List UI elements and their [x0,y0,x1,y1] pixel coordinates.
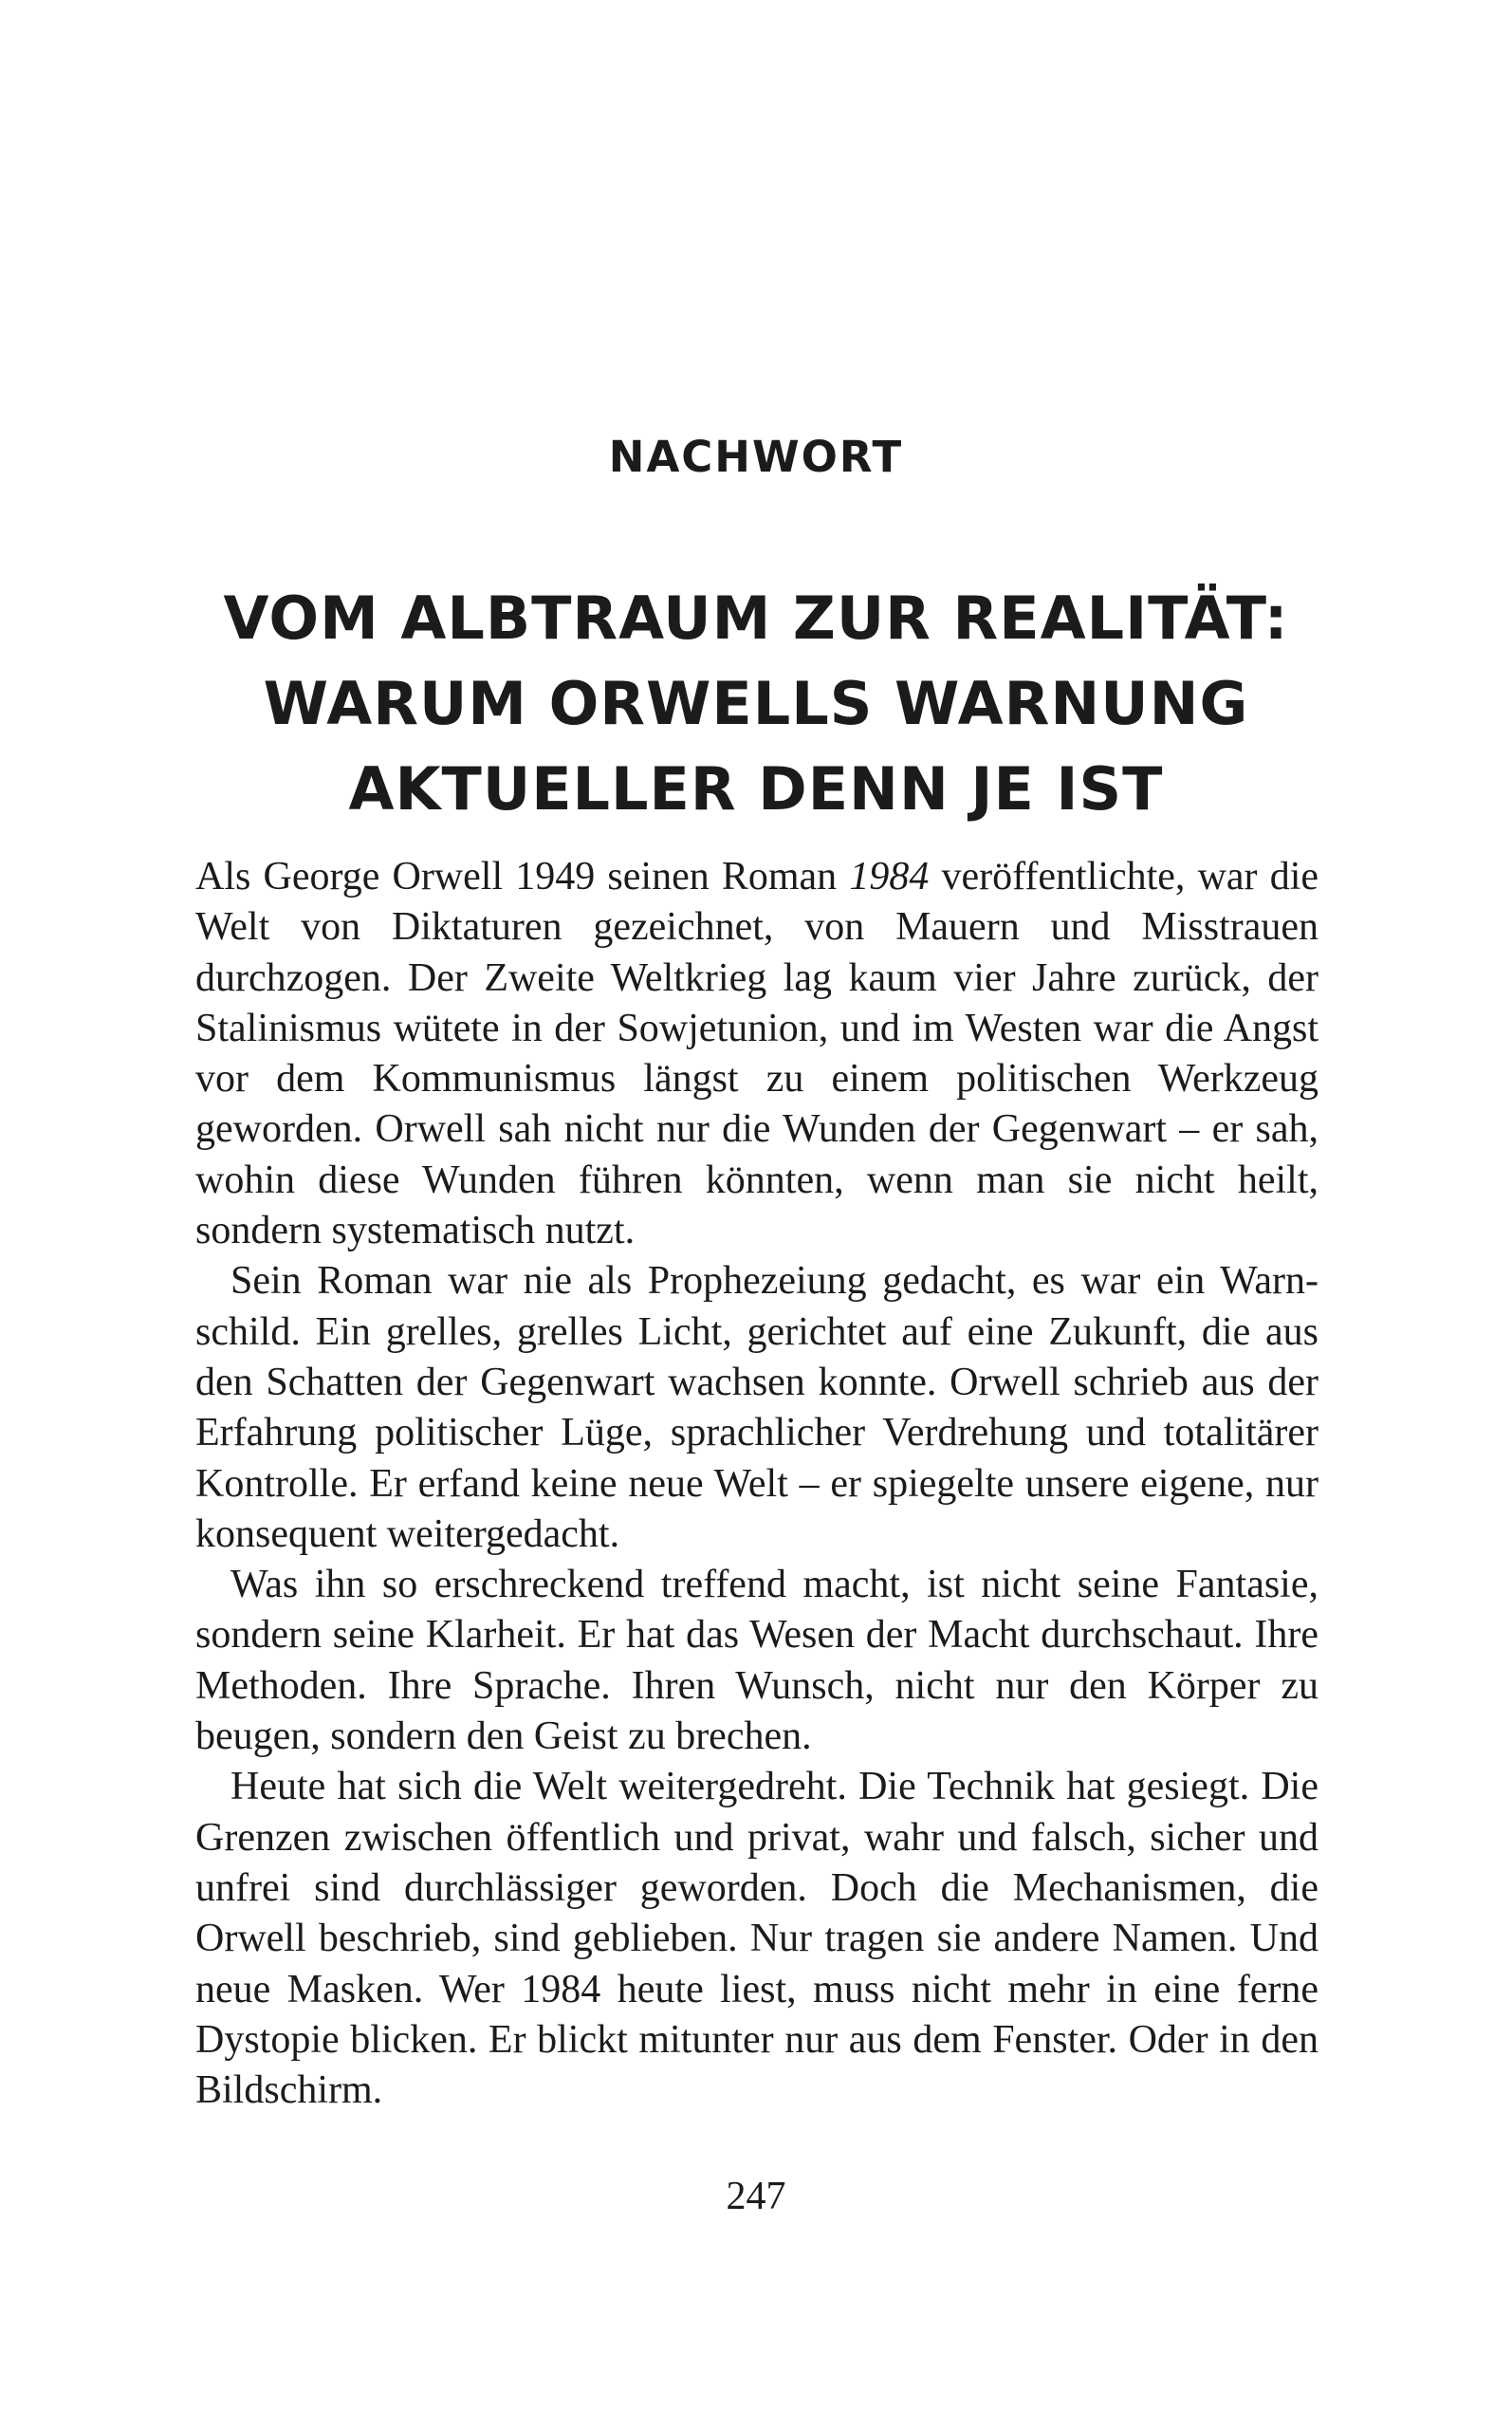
chapter-label: NACHWORT [608,432,904,482]
chapter-title-line-1: VOM ALBTRAUM ZUR REALITÄT: [223,584,1289,653]
paragraph-4: Heute hat sich die Welt weitergedreht. Die Technik hat gesiegt. Die Grenzen zwischen öffentlich und privat, wahr und falsch, sicher und unfrei sind durchlässiger geworden. Doch die Mechanismen, die Orwell beschrieb, sind geblieben. Nur tragen sie andere Namen. Und neue Masken. Wer 1984 heute liest, muss nicht mehr in eine ferne Dystopie blicken. Er blickt mitunter nur aus dem Fenster. Oder in den Bildschirm. [195,1765,1318,2113]
chapter-title [190,576,1322,832]
body-text [195,852,1318,2116]
chapter-title-line-2: WARUM ORWELLS WARNUNG [263,669,1249,738]
paragraph-1 [195,852,1318,1256]
paragraph-1-start: Als George Orwell 1949 seinen Roman [195,855,850,899]
page-number: 247 [726,2175,786,2218]
paragraph-1-rest: veröffentlichte, war die Welt von Diktaturen gezeichnet, von Mauern und Misstrauen durchzogen. Der Zweite Weltkrieg lag kaum vier Jahre zurück, der Stalinismus wütete in der Sowjetunion, und im Westen war die Angst vor dem Kommunismus längst zu einem politischen Werkzeug geworden. Orwell sah nicht nur die Wunden der Gegenwart – er sah, wohin diese Wunden führen könnten, wenn man sie nicht heilt, sondern systematisch nutzt. [195,855,1319,1253]
book-title-italic: 1984 [849,855,930,899]
paragraph-2: Sein Roman war nie als Prophezeiung gedacht, es war ein Warnschild. Ein grelles, grelles Licht, gerichtet auf eine Zukunft, die aus den Schatten der Gegenwart wachsen konnte. Orwell schrieb aus der Erfahrung politischer Lüge, sprachlicher Verdrehung und totalitärer Kontrolle. Er erfand keine neue Welt – er spiegelte unsere eigene, nur konsequent weitergedacht. [195,1259,1318,1556]
paragraph-3: Was ihn so erschreckend treffend macht, ist nicht seine Fantasie, sondern seine Klarheit. Er hat das Wesen der Macht durchschaut. Ihre Methoden. Ihre Sprache. Ihren Wunsch, nicht nur den Körper zu beugen, sondern den Geist zu brechen. [195,1563,1318,1759]
chapter-title-line-3: AKTUELLER DENN JE IST [348,754,1164,824]
